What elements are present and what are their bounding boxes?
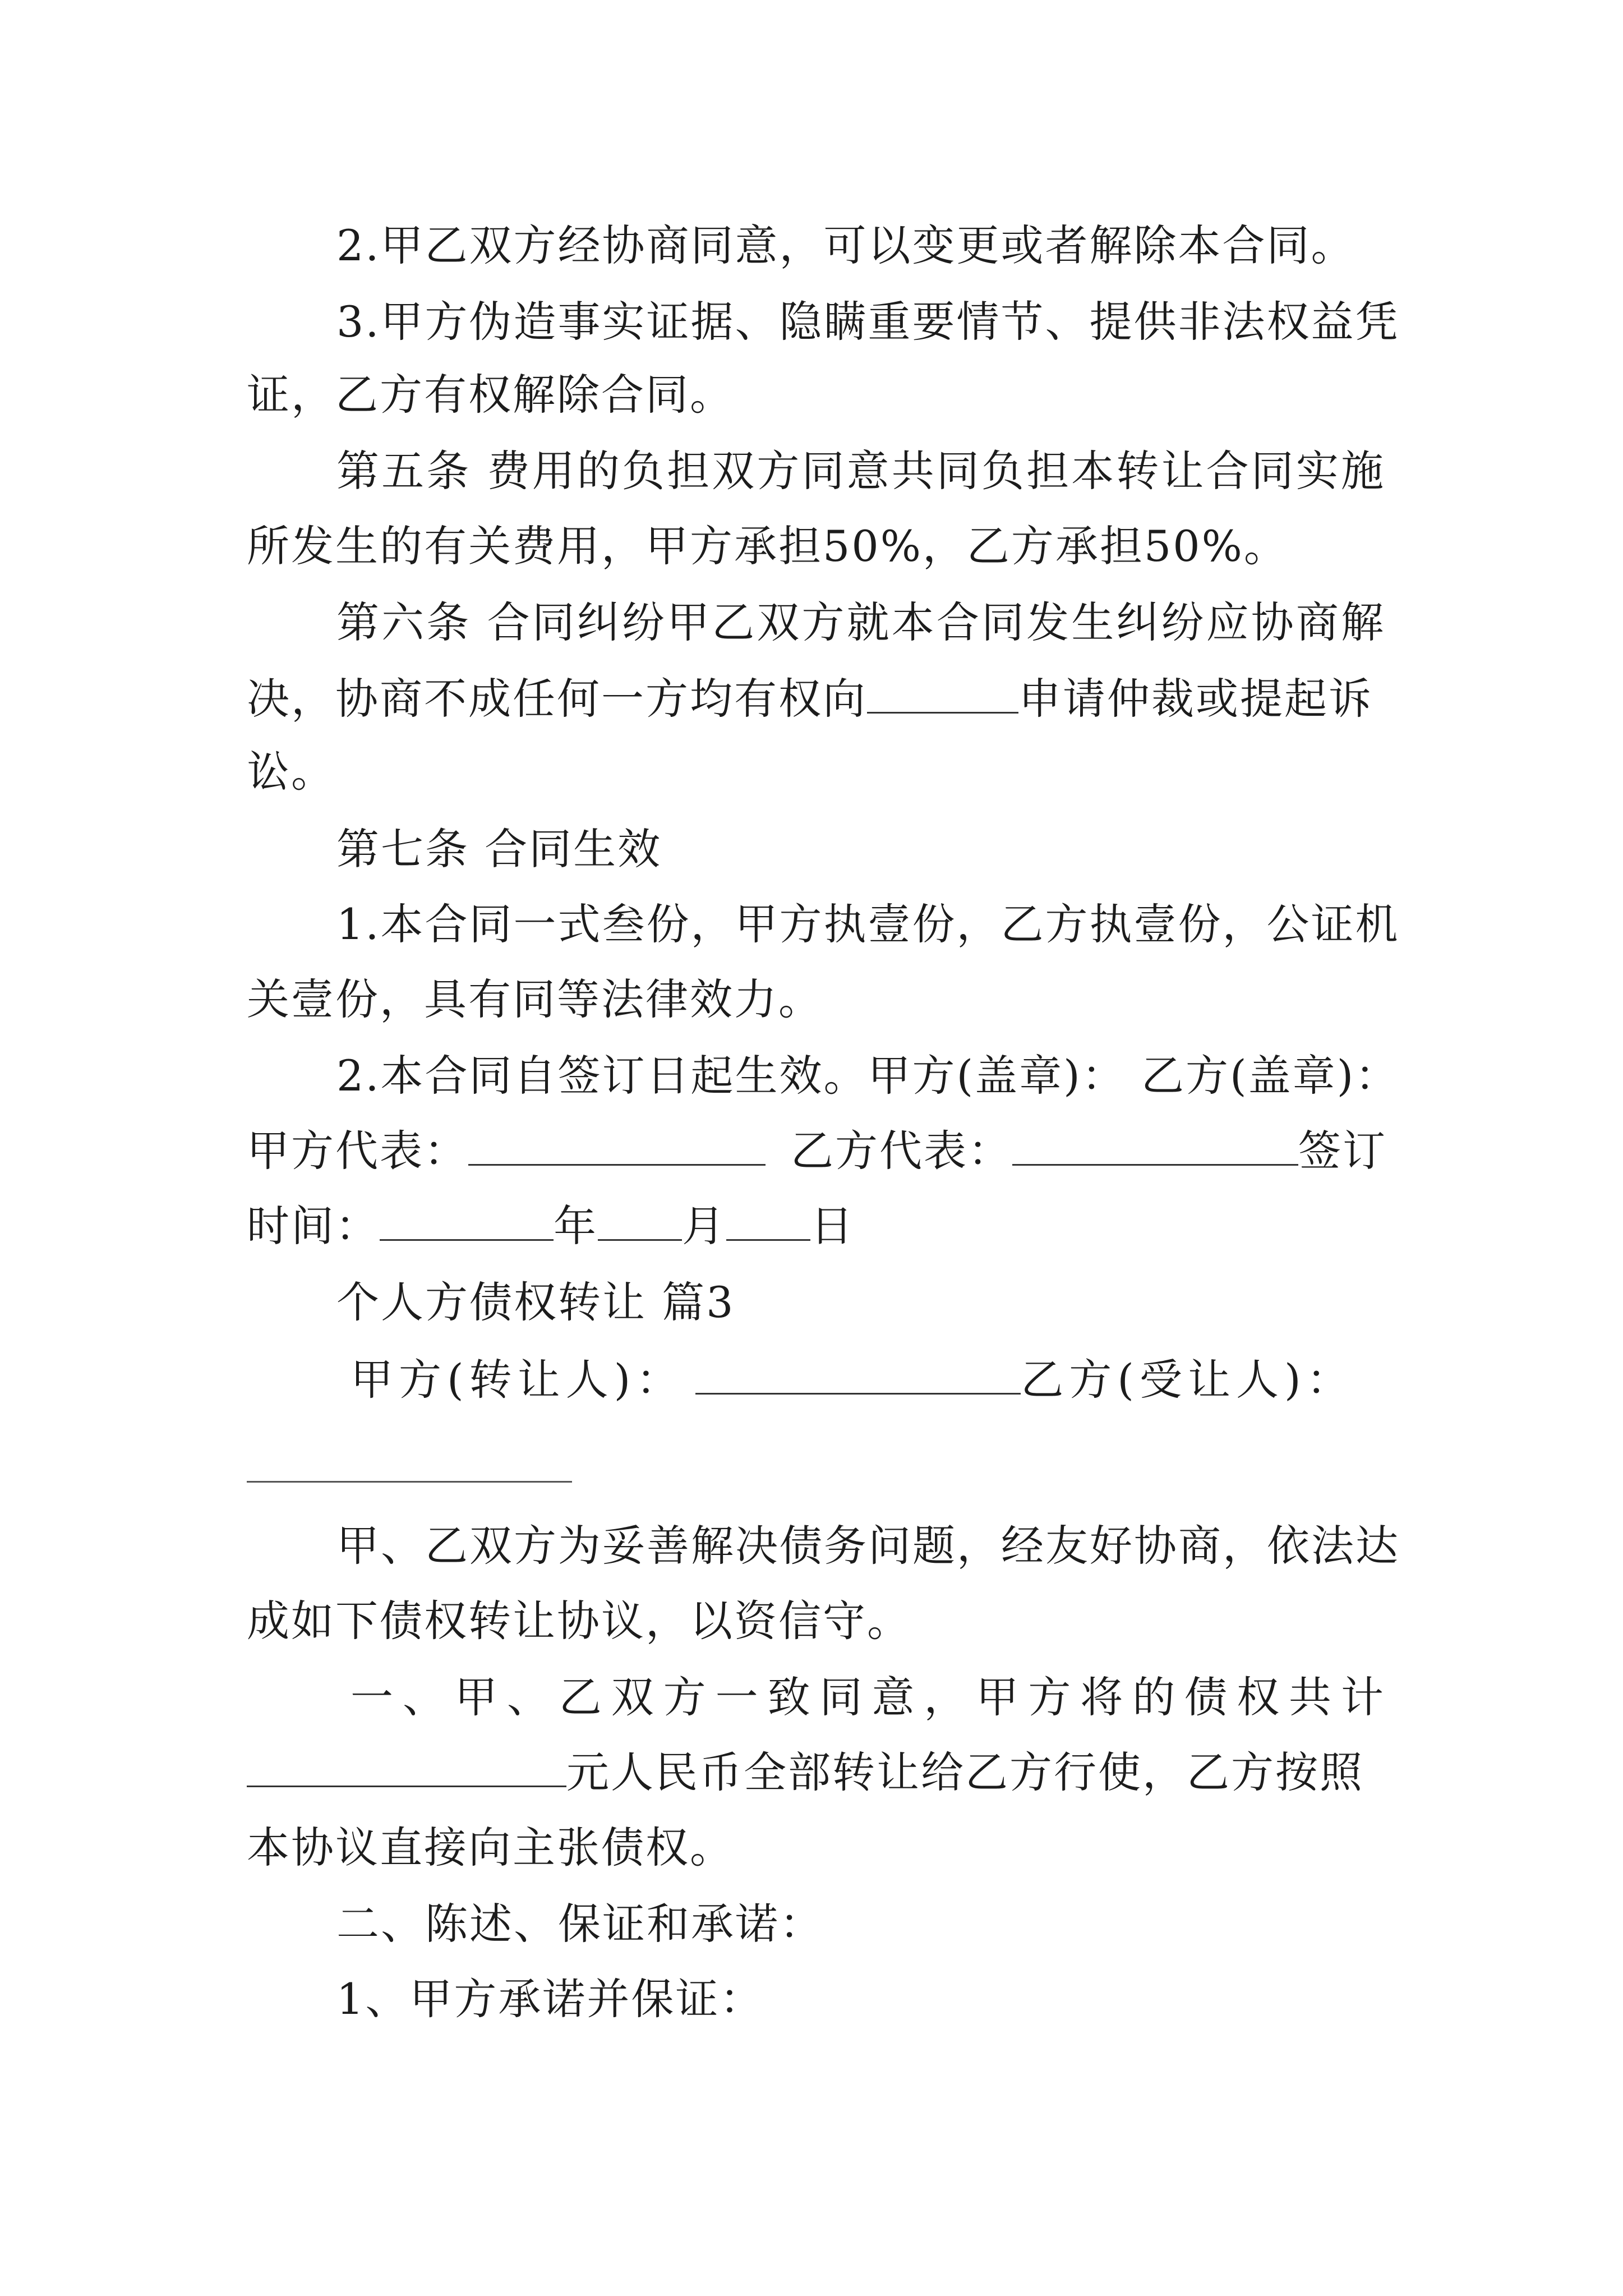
blank-field xyxy=(1012,1125,1298,1166)
blank-field xyxy=(726,1200,810,1241)
text-line: 2.本合同自签订日起生效。甲方(盖章)： 乙方(盖章)： xyxy=(336,1051,1400,1101)
text-line xyxy=(247,1198,1385,1254)
text-segment: 甲方(转让人)： xyxy=(351,1355,685,1405)
text-line: 关壹份，具有同等法律效力。 xyxy=(247,974,823,1024)
text-segment: 甲方代表： xyxy=(247,1126,468,1176)
blank-field xyxy=(247,1746,566,1787)
text-line: 一、甲、乙双方一致同意，甲方将的债权共计 xyxy=(351,1672,1385,1722)
text-line: 本协议直接向主张债权。 xyxy=(247,1823,734,1872)
text-segment: 年 xyxy=(554,1201,598,1251)
text-line xyxy=(247,1745,1385,1801)
blank-field xyxy=(598,1200,682,1241)
text-line xyxy=(247,671,1385,727)
text-segment: 元人民币全部转让给乙方行使，乙方按照 xyxy=(566,1747,1364,1797)
text-segment: 日 xyxy=(810,1201,855,1251)
blank-field xyxy=(867,673,1018,714)
text-line: 成如下债权转让协议，以资信守。 xyxy=(247,1596,911,1646)
text-line: 甲、乙双方为妥善解决债务问题，经友好协商，依法达 xyxy=(336,1521,1400,1571)
text-line: 3.甲方伪造事实证据、隐瞒重要情节、提供非法权益凭 xyxy=(336,297,1400,347)
text-line xyxy=(351,1352,1385,1408)
text-line: 1.本合同一式叁份，甲方执壹份，乙方执壹份，公证机 xyxy=(336,899,1400,949)
text-line xyxy=(247,1123,1385,1179)
blank-field xyxy=(247,1481,572,1483)
text-line: 二、陈述、保证和承诺： xyxy=(336,1899,824,1949)
text-line: 第五条 费用的负担双方同意共同负担本转让合同实施 xyxy=(336,446,1385,496)
text-segment: 申请仲裁或提起诉 xyxy=(1018,674,1373,724)
text-line: 证，乙方有权解除合同。 xyxy=(247,370,734,420)
section-heading: 个人方债权转让 篇3 xyxy=(336,1277,735,1327)
text-segment: 乙方(受让人)： xyxy=(1021,1355,1355,1405)
text-line: 第六条 合同纠纷甲乙双方就本合同发生纠纷应协商解 xyxy=(336,597,1385,647)
blank-field xyxy=(695,1354,1021,1395)
text-segment: 签订 xyxy=(1298,1126,1387,1176)
text-line: 2.甲乙双方经协商同意，可以变更或者解除本合同。 xyxy=(336,220,1355,270)
text-line: 所发生的有关费用，甲方承担50%，乙方承担50%。 xyxy=(247,521,1288,571)
text-line: 讼。 xyxy=(247,747,335,797)
blank-field xyxy=(380,1200,554,1241)
blank-field xyxy=(468,1125,766,1166)
text-segment: 月 xyxy=(682,1201,726,1251)
text-segment: 决，协商不成任何一方均有权向 xyxy=(247,674,867,724)
text-line: 1、甲方承诺并保证： xyxy=(336,1974,764,2024)
text-segment: 时间： xyxy=(247,1201,380,1251)
text-line: 第七条 合同生效 xyxy=(336,824,662,874)
text-segment: 乙方代表： xyxy=(791,1126,1012,1176)
